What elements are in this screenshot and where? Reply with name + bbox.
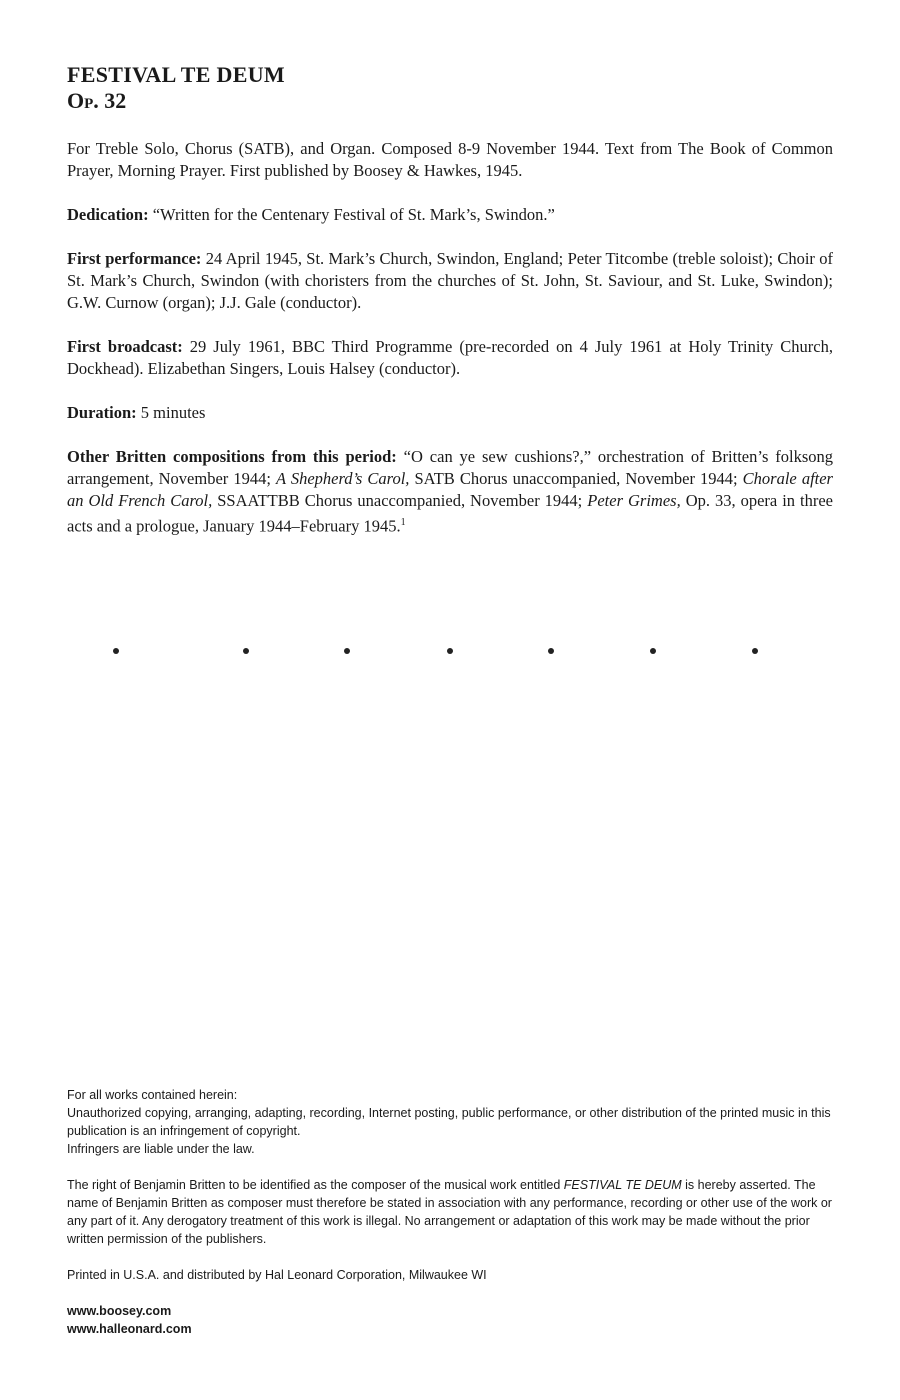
section-divider: [67, 648, 833, 660]
rights-part2: is hereby asserted. The name of Benjamin Britten as composer must therefore be stated in association with any performance, recording or other use of the work or any part of it. Any derogatory treatment of this work is illegal. No arrangement or adaptation of this work may be made without the prior written permission of the publishers.: [67, 1178, 832, 1246]
duration-text: 5 minutes: [136, 403, 206, 422]
divider-dot: [344, 648, 350, 654]
duration-label: Duration:: [67, 403, 137, 422]
divider-dot: [243, 648, 249, 654]
peter-grimes-title: Peter Grimes,: [587, 491, 681, 510]
copyright-heading: For all works contained herein:: [67, 1088, 238, 1102]
printed-notice: Printed in U.S.A. and distributed by Hal Leonard Corporation, Milwaukee WI: [67, 1268, 487, 1282]
other-compositions-part2: SATB Chorus unaccompanied, November 1944;: [409, 469, 743, 488]
divider-dot: [650, 648, 656, 654]
chorale-title: Chorale after an Old French Carol,: [67, 469, 833, 510]
moral-rights-paragraph: [67, 1176, 833, 1248]
dedication-paragraph: [67, 204, 833, 226]
other-compositions-paragraph: [67, 446, 833, 538]
boosey-link[interactable]: www.boosey.com: [67, 1304, 172, 1318]
divider-dot: [752, 648, 758, 654]
work-notes: [67, 138, 833, 560]
copyright-line1: Unauthorized copying, arranging, adapting, recording, Internet posting, public performance, or other distribution of the printed music in this publication is an infringement of copyright.: [67, 1106, 831, 1138]
other-compositions-part1: “O can ye sew cushions?,” orchestration of Britten’s folksong arrangement, November 1944;: [67, 447, 833, 488]
dedication-text: “Written for the Centenary Festival of St. Mark’s, Swindon.”: [148, 205, 555, 224]
title-block: [67, 62, 285, 114]
other-compositions-part3: SSAATTBB Chorus unaccompanied, November 1944;: [212, 491, 588, 510]
copyright-warning: [67, 1086, 833, 1158]
intro-paragraph: For Treble Solo, Chorus (SATB), and Organ. Composed 8-9 November 1944. Text from The Book of Common Prayer, Morning Prayer. First published by Boosey & Hawkes, 1945.: [67, 139, 833, 180]
shepherds-carol-title: A Shepherd’s Carol,: [275, 469, 410, 488]
other-compositions-part4: Op. 33, opera in three acts and a prologue, January 1944–February 1945.: [67, 491, 833, 536]
page-title: FESTIVAL TE DEUM: [67, 62, 285, 87]
divider-dot: [548, 648, 554, 654]
first-performance-text: 24 April 1945, St. Mark’s Church, Swindon, England; Peter Titcombe (treble soloist); Choir of St. Mark’s Church, Swindon (with choristers from the churches of St. John, St. Saviour, and St. Luke, Swindon); G.W. Curnow (organ); J.J. Gale (conductor).: [67, 249, 833, 312]
first-performance-label: First performance:: [67, 249, 202, 268]
divider-dot: [113, 648, 119, 654]
opus-number: Op. 32: [67, 88, 127, 113]
footnote-marker: 1: [400, 517, 406, 528]
dedication-label: Dedication:: [67, 205, 149, 224]
publisher-links: [67, 1302, 833, 1338]
duration-paragraph: [67, 402, 833, 424]
other-compositions-label: Other Britten compositions from this period:: [67, 447, 397, 466]
first-broadcast-text: 29 July 1961, BBC Third Programme (pre-recorded on 4 July 1961 at Holy Trinity Church, Dockhead). Elizabethan Singers, Louis Halsey (conductor).: [67, 337, 833, 378]
first-performance-paragraph: [67, 248, 833, 314]
divider-dot: [447, 648, 453, 654]
rights-work-title: FESTIVAL TE DEUM: [563, 1178, 682, 1192]
rights-part1: The right of Benjamin Britten to be identified as the composer of the musical work entitled: [67, 1178, 564, 1192]
copyright-line2: Infringers are liable under the law.: [67, 1142, 255, 1156]
halleonard-link[interactable]: www.halleonard.com: [67, 1322, 192, 1336]
copyright-notice: [67, 1086, 833, 1356]
first-broadcast-paragraph: [67, 336, 833, 380]
first-broadcast-label: First broadcast:: [67, 337, 183, 356]
